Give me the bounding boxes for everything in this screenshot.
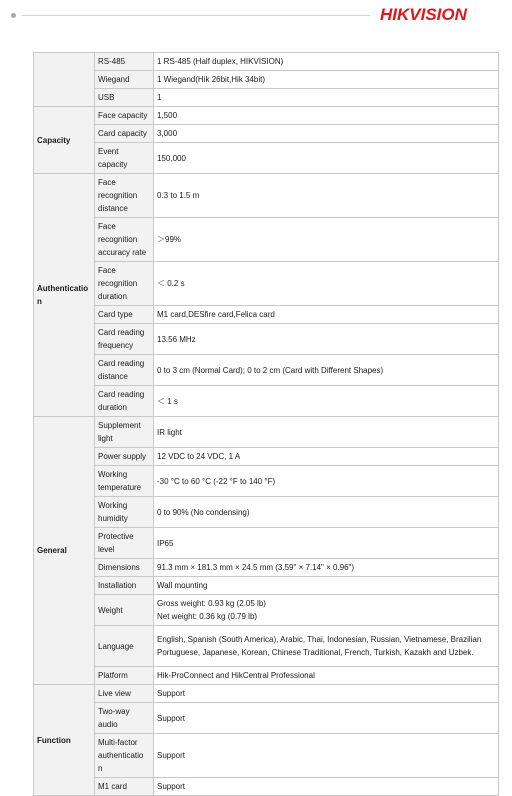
table-row <box>34 53 499 71</box>
table-row <box>34 528 499 559</box>
spec-value: Wall mounting <box>154 577 499 595</box>
spec-label: Working temperature <box>95 466 154 497</box>
spec-label: RS-485 <box>95 53 154 71</box>
spec-value: 12 VDC to 24 VDC, 1 A <box>154 448 499 466</box>
category-general: General <box>34 417 95 685</box>
table-row <box>34 306 499 324</box>
table-row <box>34 703 499 734</box>
spec-value: ＞99% <box>154 218 499 262</box>
spec-value: Support <box>154 734 499 778</box>
table-row <box>34 466 499 497</box>
table-row <box>34 324 499 355</box>
spec-label: Card reading frequency <box>95 324 154 355</box>
table-row <box>34 734 499 778</box>
table-row <box>34 778 499 796</box>
table-row <box>34 497 499 528</box>
spec-label: Card capacity <box>95 125 154 143</box>
spec-label: Face recognition accuracy rate <box>95 218 154 262</box>
spec-label: Weight <box>95 595 154 626</box>
spec-value: IP65 <box>154 528 499 559</box>
table-row <box>34 89 499 107</box>
gross-weight: Gross weight: 0.93 kg (2.05 lb) <box>157 599 266 608</box>
spec-value: Support <box>154 685 499 703</box>
spec-value: 1 <box>154 89 499 107</box>
table-row <box>34 626 499 667</box>
spec-label: Power supply <box>95 448 154 466</box>
header-dot <box>11 13 16 18</box>
spec-value: 150,000 <box>154 143 499 174</box>
spec-value: ＜ 1 s <box>154 386 499 417</box>
spec-value: Hik-ProConnect and HikCentral Professional <box>154 667 499 685</box>
table-row <box>34 667 499 685</box>
table-row <box>34 71 499 89</box>
spec-label: Live view <box>95 685 154 703</box>
table-row <box>34 143 499 174</box>
header-rule <box>22 15 370 16</box>
spec-label: Multi-factor authenticatio n <box>95 734 154 778</box>
spec-label: Language <box>95 626 154 667</box>
spec-value: 1,500 <box>154 107 499 125</box>
table-row <box>34 355 499 386</box>
table-row <box>34 218 499 262</box>
spec-value: M1 card,DESfire card,Felica card <box>154 306 499 324</box>
table-row <box>34 448 499 466</box>
spec-label: Card reading duration <box>95 386 154 417</box>
spec-label: Face recognition distance <box>95 174 154 218</box>
table-row <box>34 174 499 218</box>
hikvision-logo: HIKVISION <box>380 5 467 24</box>
spec-label: Platform <box>95 667 154 685</box>
table-row <box>34 559 499 577</box>
category-authentication: Authenticatio n <box>34 174 95 417</box>
spec-value: -30 °C to 60 °C (-22 °F to 140 °F) <box>154 466 499 497</box>
spec-value: 13.56 MHz <box>154 324 499 355</box>
spec-label: Face recognition duration <box>95 262 154 306</box>
spec-label: Event capacity <box>95 143 154 174</box>
spec-value: 1 RS-485 (Half duplex, HIKVISION) <box>154 53 499 71</box>
spec-label: Card reading distance <box>95 355 154 386</box>
category-function: Function <box>34 685 95 796</box>
table-row <box>34 107 499 125</box>
spec-value: IR light <box>154 417 499 448</box>
spec-label: Working humidity <box>95 497 154 528</box>
spec-value: Support <box>154 778 499 796</box>
spec-value: ＜ 0.2 s <box>154 262 499 306</box>
table-row <box>34 386 499 417</box>
spec-label: Supplement light <box>95 417 154 448</box>
category-capacity: Capacity <box>34 107 95 174</box>
table-row <box>34 262 499 306</box>
category-cell-interfaces <box>34 53 95 107</box>
spec-value: 0.3 to 1.5 m <box>154 174 499 218</box>
table-row <box>34 125 499 143</box>
table-row <box>34 577 499 595</box>
spec-label: USB <box>95 89 154 107</box>
spec-label: Face capacity <box>95 107 154 125</box>
spec-value: 91.3 mm × 181.3 mm × 24.5 mm (3.59" × 7.14" × 0.96") <box>154 559 499 577</box>
spec-value: 0 to 3 cm (Normal Card); 0 to 2 cm (Card with Different Shapes) <box>154 355 499 386</box>
spec-value: 0 to 90% (No condensing) <box>154 497 499 528</box>
spec-label: Two-way audio <box>95 703 154 734</box>
spec-label: M1 card <box>95 778 154 796</box>
table-row <box>34 595 499 626</box>
spec-label: Wiegand <box>95 71 154 89</box>
spec-label: Installation <box>95 577 154 595</box>
spec-value-weight <box>154 595 499 626</box>
net-weight: Net weight: 0.36 kg (0.79 lb) <box>157 612 258 621</box>
spec-label: Protective level <box>95 528 154 559</box>
spec-value: 3,000 <box>154 125 499 143</box>
spec-label: Dimensions <box>95 559 154 577</box>
spec-label: Card type <box>95 306 154 324</box>
table-row <box>34 417 499 448</box>
spec-table <box>33 52 499 796</box>
spec-value: 1 Wiegand(Hik 26bit,Hik 34bit) <box>154 71 499 89</box>
spec-value: English, Spanish (South America), Arabic, Thai, Indonesian, Russian, Vietnamese, Brazilian Portuguese, Japanese, Korean, Chinese Traditional, French, Turkish, Kazakh and Uzbek. <box>154 626 499 667</box>
page-header <box>0 0 512 34</box>
spec-value: Support <box>154 703 499 734</box>
